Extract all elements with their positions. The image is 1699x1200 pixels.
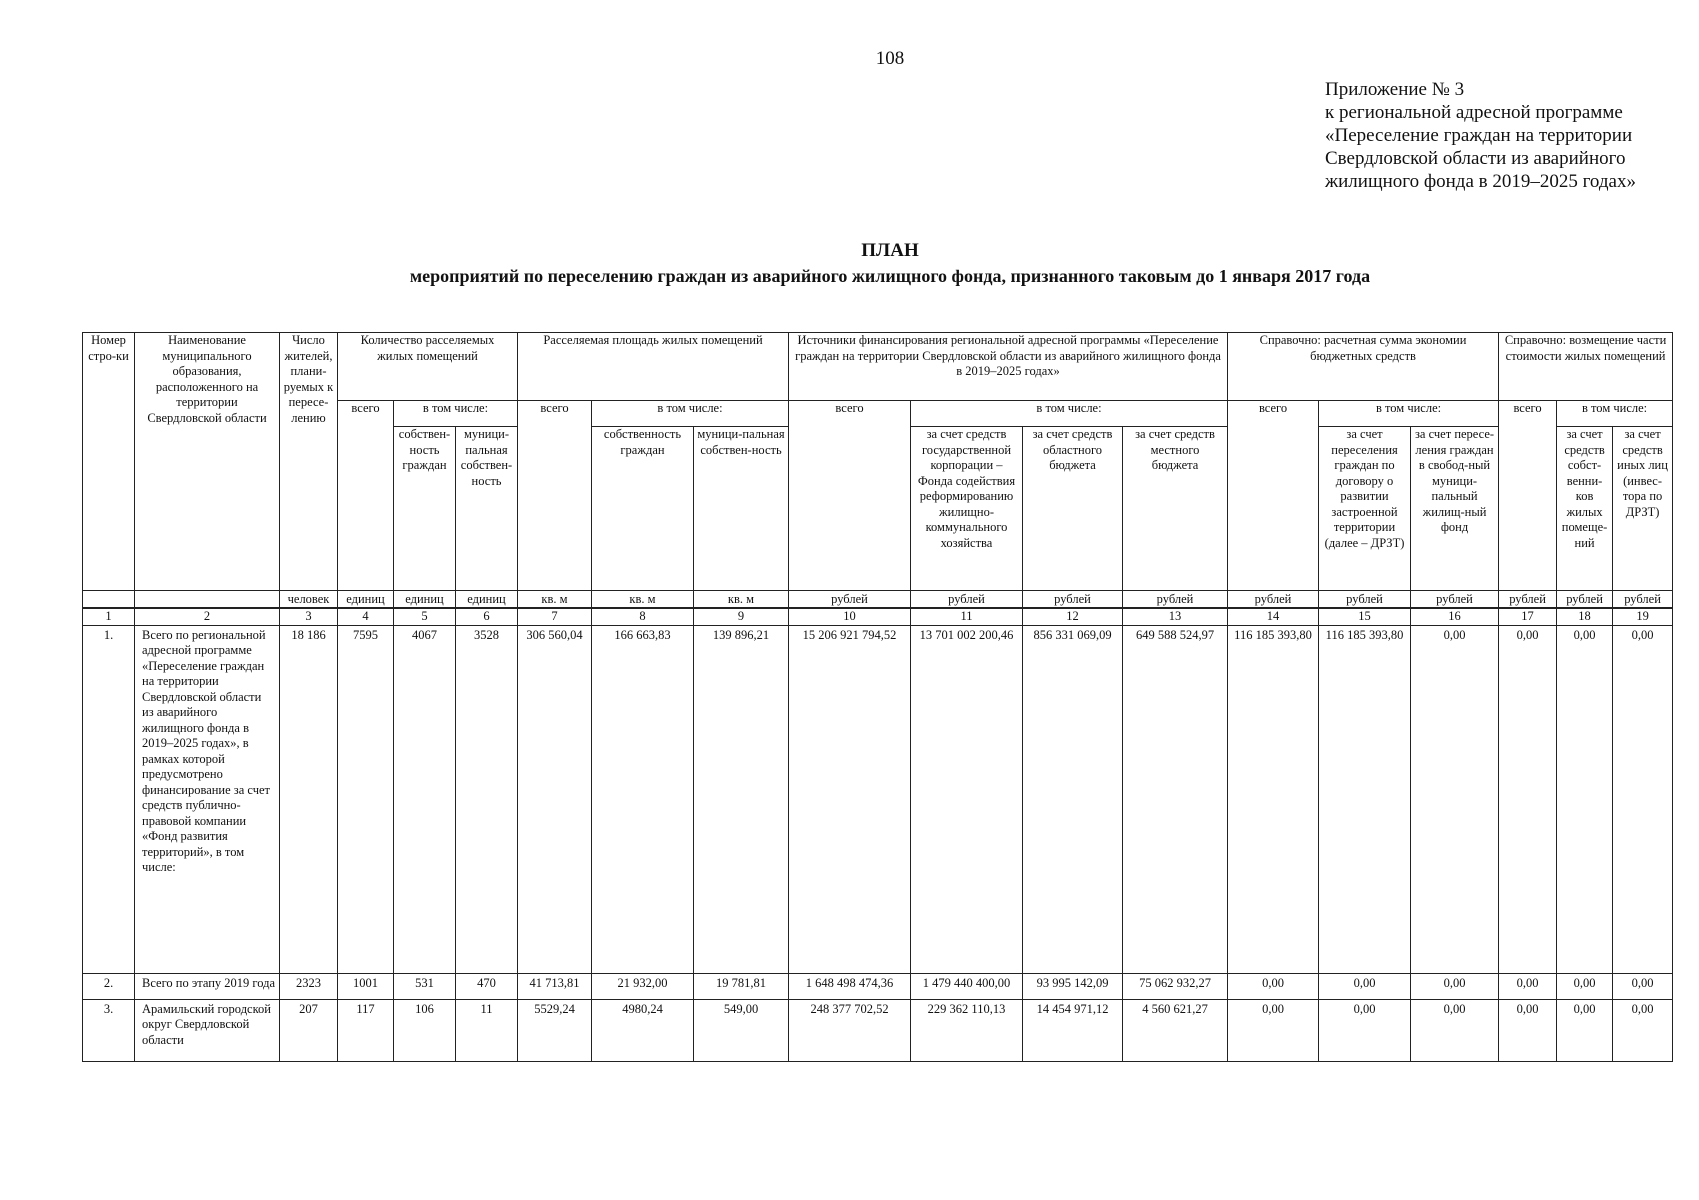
column-number-cell: 8 (592, 608, 694, 625)
value-cell: 1001 (338, 973, 394, 999)
value-cell: 19 781,81 (694, 973, 789, 999)
unit-cell: рублей (789, 591, 911, 609)
value-cell: 116 185 393,80 (1228, 625, 1319, 973)
value-cell: 13 701 002 200,46 (911, 625, 1023, 973)
unit-cell: единиц (394, 591, 456, 609)
appendix-line: Свердловской области из аварийного (1325, 148, 1626, 169)
column-number-cell: 14 (1228, 608, 1319, 625)
column-number-cell: 4 (338, 608, 394, 625)
column-number-cell: 3 (280, 608, 338, 625)
row-number-cell: 1. (83, 625, 135, 973)
appendix-line: жилищного фонда в 2019–2025 годах» (1325, 171, 1636, 192)
value-cell: 117 (338, 999, 394, 1061)
value-cell: 0,00 (1319, 999, 1411, 1061)
column-number-cell: 16 (1411, 608, 1499, 625)
value-cell: 5529,24 (518, 999, 592, 1061)
header-financing: Источники финансирования региональной адресной программы «Переселение граждан на территории Свердловской области из аварийного жилищного фонда в 2019–2025 годах» (789, 333, 1228, 401)
page-number: 108 (875, 48, 905, 69)
header-area: Расселяемая площадь жилых помещений (518, 333, 789, 401)
value-cell: 0,00 (1613, 973, 1673, 999)
header-financing-including: в том числе: (911, 401, 1228, 427)
header-financing-total: всего (789, 401, 911, 591)
column-number-cell: 2 (135, 608, 280, 625)
value-cell: 2323 (280, 973, 338, 999)
table-row (83, 625, 1673, 973)
value-cell: 0,00 (1613, 999, 1673, 1061)
header-residents: Число жителей, плани-руемых к пересе-лению (280, 333, 338, 591)
table-body (83, 625, 1673, 1061)
table-row (83, 973, 1673, 999)
header-state-corp: за счет средств государственной корпорации – Фонда содействия реформированию жилищно-коммунального хозяйства (911, 427, 1023, 591)
column-number-cell: 1 (83, 608, 135, 625)
value-cell: 18 186 (280, 625, 338, 973)
unit-cell: кв. м (518, 591, 592, 609)
unit-cell: рублей (1411, 591, 1499, 609)
value-cell: 14 454 971,12 (1023, 999, 1123, 1061)
value-cell: 856 331 069,09 (1023, 625, 1123, 973)
value-cell: 470 (456, 973, 518, 999)
unit-cell: рублей (1023, 591, 1123, 609)
column-number-cell: 13 (1123, 608, 1228, 625)
header-municipal-property: муници-пальная собствен-ность (456, 427, 518, 591)
header-free-fund: за счет пересе-ления граждан в свобод-ный муници-пальный жилищ-ный фонд (1411, 427, 1499, 591)
value-cell: 0,00 (1613, 625, 1673, 973)
value-cell: 229 362 110,13 (911, 999, 1023, 1061)
header-savings-total: всего (1228, 401, 1319, 591)
header-compensation-including: в том числе: (1557, 401, 1673, 427)
value-cell: 15 206 921 794,52 (789, 625, 911, 973)
header-municipal-property-area: муници-пальная собствен-ность (694, 427, 789, 591)
unit-cell: единиц (338, 591, 394, 609)
municipality-name-cell: Всего по региональной адресной программе «Переселение граждан на территории Свердловской области из аварийного жилищного фонда в 2019–2025 годах», в рамках которой предусмотрено финансирование за счет средств публично-правовой компании «Фонд развития территорий», в том числе: (135, 625, 280, 973)
header-citizens-property-area: собственность граждан (592, 427, 694, 591)
header-row-number: Номер стро-ки (83, 333, 135, 591)
value-cell: 139 896,21 (694, 625, 789, 973)
appendix-line: Приложение № 3 (1325, 79, 1465, 100)
header-local-budget: за счет средств местного бюджета (1123, 427, 1228, 591)
column-numbers-row (83, 608, 1673, 625)
value-cell: 0,00 (1557, 973, 1613, 999)
value-cell: 0,00 (1319, 973, 1411, 999)
value-cell: 4 560 621,27 (1123, 999, 1228, 1061)
column-number-cell: 10 (789, 608, 911, 625)
value-cell: 116 185 393,80 (1319, 625, 1411, 973)
value-cell: 75 062 932,27 (1123, 973, 1228, 999)
value-cell: 4067 (394, 625, 456, 973)
value-cell: 531 (394, 973, 456, 999)
header-owner-funds: за счет средств собст-венни-ков жилых помеще-ний (1557, 427, 1613, 591)
header-other-funds: за счет средств иных лиц (инвес-тора по ДРЗТ) (1613, 427, 1673, 591)
unit-cell: кв. м (694, 591, 789, 609)
column-number-cell: 6 (456, 608, 518, 625)
value-cell: 306 560,04 (518, 625, 592, 973)
value-cell: 0,00 (1411, 999, 1499, 1061)
column-number-cell: 7 (518, 608, 592, 625)
header-drzt: за счет переселения граждан по договору о развитии застроенной территории (далее – ДРЗТ) (1319, 427, 1411, 591)
value-cell: 0,00 (1411, 973, 1499, 999)
unit-cell: рублей (1123, 591, 1228, 609)
value-cell: 0,00 (1557, 999, 1613, 1061)
unit-cell: рублей (1228, 591, 1319, 609)
unit-cell: рублей (1613, 591, 1673, 609)
value-cell: 1 648 498 474,36 (789, 973, 911, 999)
appendix-line: к региональной адресной программе (1325, 102, 1623, 123)
column-number-cell: 11 (911, 608, 1023, 625)
value-cell: 166 663,83 (592, 625, 694, 973)
table-row (83, 999, 1673, 1061)
unit-cell: рублей (1499, 591, 1557, 609)
value-cell: 207 (280, 999, 338, 1061)
value-cell: 248 377 702,52 (789, 999, 911, 1061)
header-citizens-property: собствен-ность граждан (394, 427, 456, 591)
value-cell: 649 588 524,97 (1123, 625, 1228, 973)
plan-table (82, 332, 1673, 1062)
value-cell: 7595 (338, 625, 394, 973)
header-row-1 (83, 333, 1673, 401)
value-cell: 0,00 (1499, 973, 1557, 999)
document-title: ПЛАН (861, 240, 919, 261)
header-savings: Справочно: расчетная сумма экономии бюджетных средств (1228, 333, 1499, 401)
municipality-name-cell: Всего по этапу 2019 года (135, 973, 280, 999)
header-municipality: Наименование муниципального образования, расположенного на территории Свердловской области (135, 333, 280, 591)
column-number-cell: 9 (694, 608, 789, 625)
unit-cell: рублей (1557, 591, 1613, 609)
value-cell: 21 932,00 (592, 973, 694, 999)
row-number-cell: 3. (83, 999, 135, 1061)
municipality-name-cell: Арамильский городской округ Свердловской области (135, 999, 280, 1061)
column-number-cell: 5 (394, 608, 456, 625)
value-cell: 0,00 (1499, 625, 1557, 973)
unit-cell: рублей (911, 591, 1023, 609)
header-savings-including: в том числе: (1319, 401, 1499, 427)
value-cell: 106 (394, 999, 456, 1061)
value-cell: 4980,24 (592, 999, 694, 1061)
header-units-including: в том числе: (394, 401, 518, 427)
header-area-including: в том числе: (592, 401, 789, 427)
value-cell: 11 (456, 999, 518, 1061)
value-cell: 0,00 (1499, 999, 1557, 1061)
header-units-total: всего (338, 401, 394, 591)
value-cell: 41 713,81 (518, 973, 592, 999)
header-units-count: Количество расселяемых жилых помещений (338, 333, 518, 401)
appendix-line: «Переселение граждан на территории (1325, 125, 1633, 146)
column-number-cell: 18 (1557, 608, 1613, 625)
row-number-cell: 2. (83, 973, 135, 999)
units-row (83, 591, 1673, 609)
value-cell: 0,00 (1228, 999, 1319, 1061)
value-cell: 93 995 142,09 (1023, 973, 1123, 999)
column-number-cell: 17 (1499, 608, 1557, 625)
unit-cell: единиц (456, 591, 518, 609)
header-compensation-total: всего (1499, 401, 1557, 591)
value-cell: 0,00 (1557, 625, 1613, 973)
column-number-cell: 19 (1613, 608, 1673, 625)
appendix-block (1325, 78, 1636, 193)
unit-cell: рублей (1319, 591, 1411, 609)
document-subtitle: мероприятий по переселению граждан из аварийного жилищного фонда, признанного таковым до 1 января 2017 года (409, 266, 1371, 286)
header-regional-budget: за счет средств областного бюджета (1023, 427, 1123, 591)
value-cell: 0,00 (1411, 625, 1499, 973)
value-cell: 0,00 (1228, 973, 1319, 999)
value-cell: 1 479 440 400,00 (911, 973, 1023, 999)
header-compensation: Справочно: возмещение части стоимости жилых помещений (1499, 333, 1673, 401)
value-cell: 549,00 (694, 999, 789, 1061)
header-area-total: всего (518, 401, 592, 591)
column-number-cell: 12 (1023, 608, 1123, 625)
value-cell: 3528 (456, 625, 518, 973)
unit-cell: человек (280, 591, 338, 609)
column-number-cell: 15 (1319, 608, 1411, 625)
unit-cell: кв. м (592, 591, 694, 609)
